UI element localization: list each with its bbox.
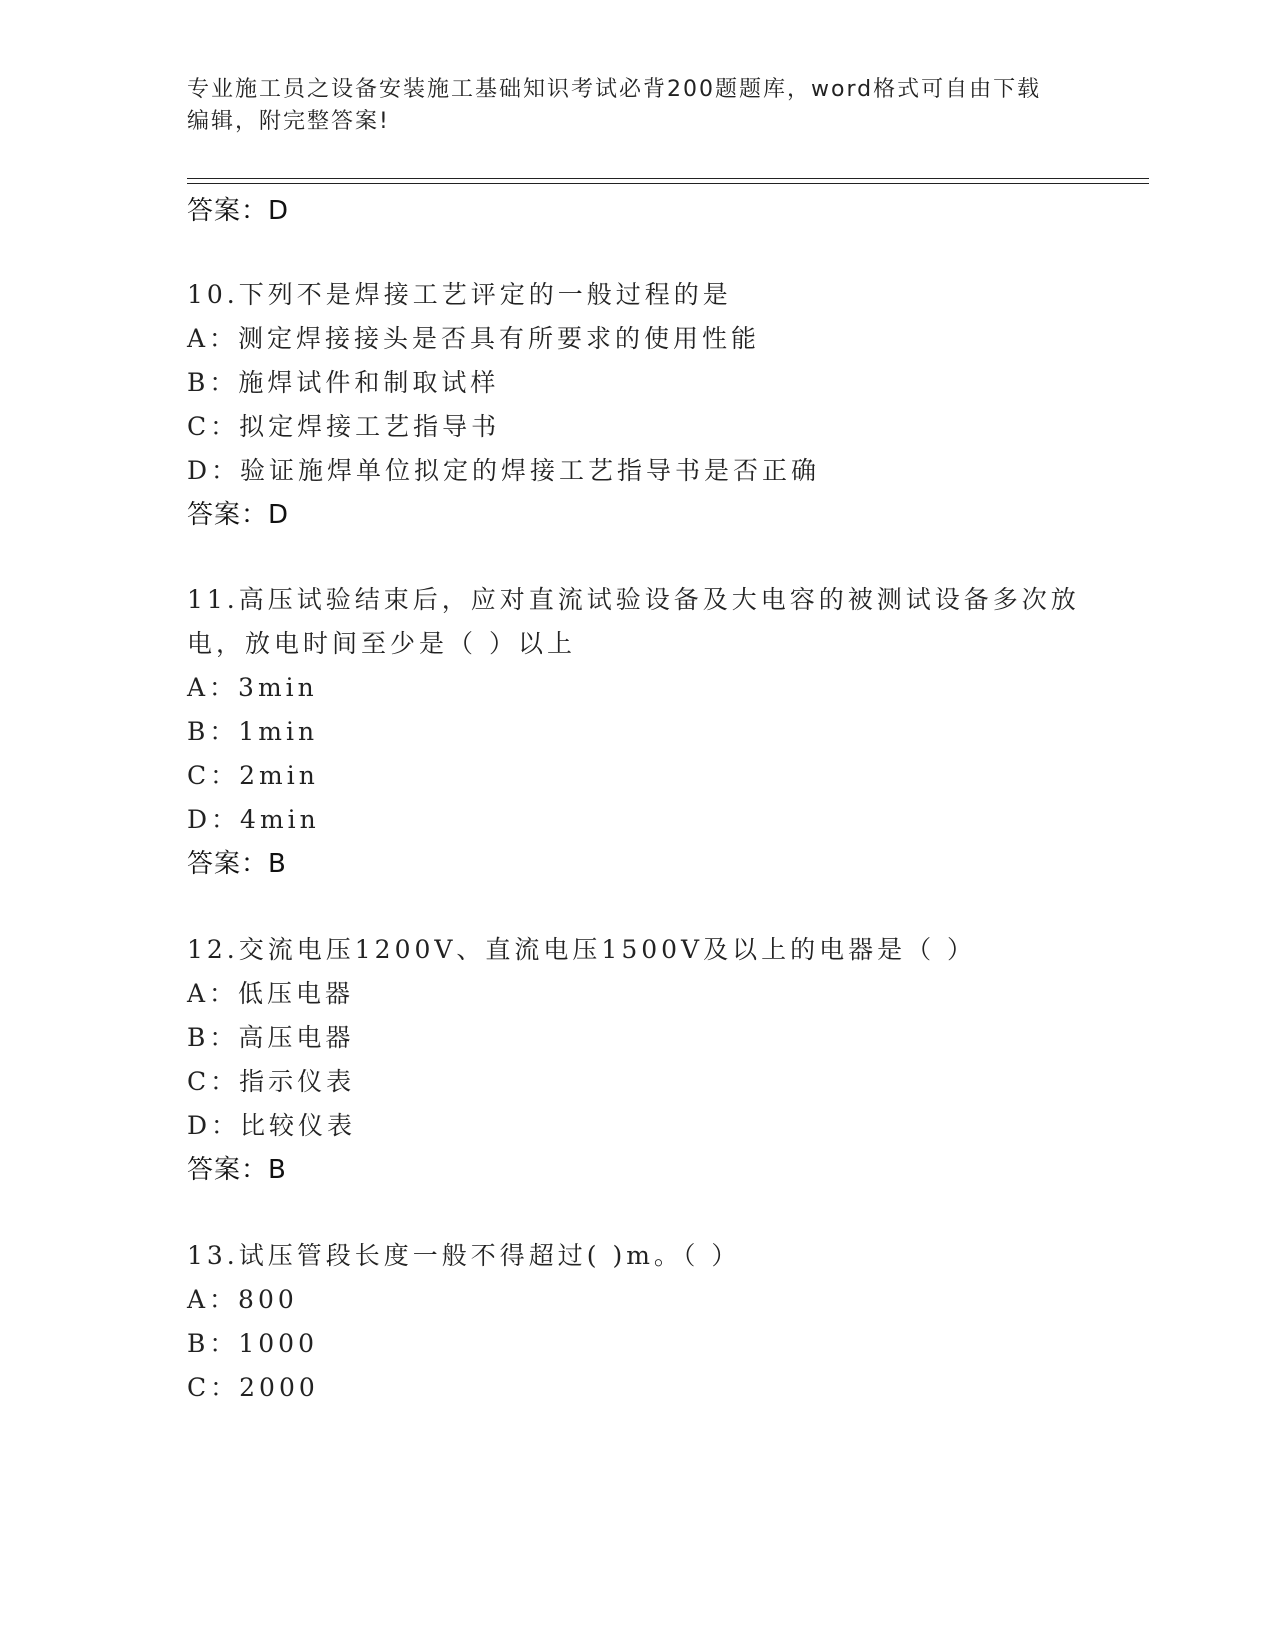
option-b: B：高压电器 <box>187 1023 355 1052</box>
option-b: B：1000 <box>187 1329 318 1358</box>
answer: 答案：B <box>187 1155 287 1185</box>
option-c: C：2min <box>187 761 319 790</box>
option-c: C：指示仪表 <box>187 1067 356 1096</box>
option-c: C：2000 <box>187 1373 319 1402</box>
question-stem: 11.高压试验结束后，应对直流试验设备及大电容的被测试设备多次放 <box>187 585 1080 614</box>
answer: 答案：B <box>187 849 287 879</box>
question-stem-continued: 电，放电时间至少是（ ）以上 <box>187 629 576 658</box>
question-stem: 12.交流电压1200V、直流电压1500V及以上的电器是（ ） <box>187 935 977 964</box>
header-title-line-1: 专业施工员之设备安装施工基础知识考试必背200题题库，word格式可自由下载 <box>187 77 1042 102</box>
document-header <box>187 74 1067 138</box>
header-divider-top <box>187 178 1149 179</box>
option-a: A：800 <box>187 1285 298 1314</box>
option-c: C：拟定焊接工艺指导书 <box>187 412 501 441</box>
header-title-line-2: 编辑，附完整答案! <box>187 109 390 134</box>
option-a: A：3min <box>187 673 318 702</box>
option-d: D：比较仪表 <box>187 1111 357 1140</box>
option-d: D：验证施焊单位拟定的焊接工艺指导书是否正确 <box>187 456 821 485</box>
answer: 答案：D <box>187 500 290 530</box>
answer-previous: 答案：D <box>187 196 290 226</box>
header-divider-bottom <box>187 183 1149 184</box>
option-a: A：低压电器 <box>187 979 355 1008</box>
option-b: B：施焊试件和制取试样 <box>187 368 500 397</box>
question-stem: 10.下列不是焊接工艺评定的一般过程的是 <box>187 280 732 309</box>
option-a: A：测定焊接接头是否具有所要求的使用性能 <box>187 324 761 353</box>
option-b: B：1min <box>187 717 319 746</box>
option-d: D：4min <box>187 805 320 834</box>
question-stem: 13.试压管段长度一般不得超过( )m。（ ） <box>187 1241 741 1270</box>
